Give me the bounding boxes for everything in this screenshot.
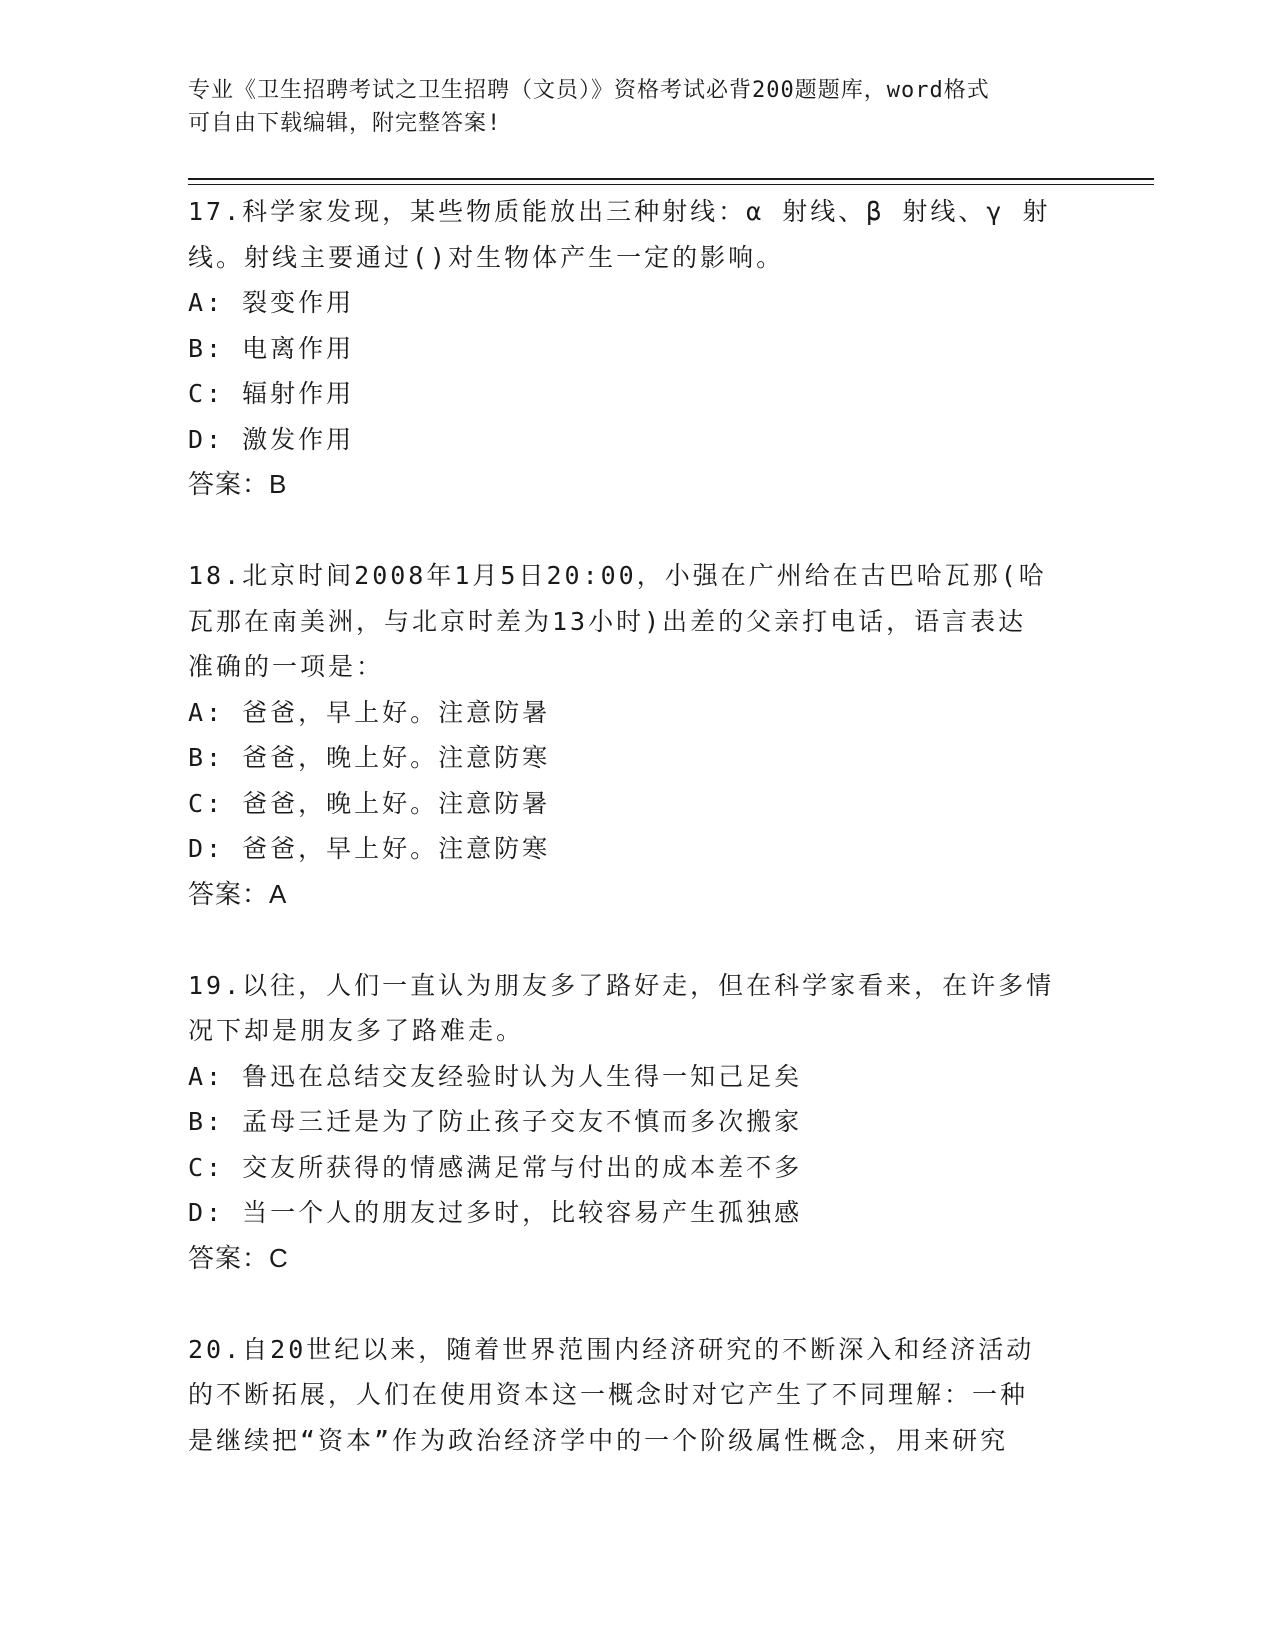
option-d: D: 当一个人的朋友过多时，比较容易产生孤独感 — [188, 1198, 803, 1227]
question-stem-line: 线。射线主要通过()对生物体产生一定的影响。 — [188, 242, 785, 272]
option-b: B: 爸爸，晚上好。注意防寒 — [188, 743, 551, 772]
question-list — [188, 189, 1088, 1463]
option-d: D: 爸爸，早上好。注意防寒 — [188, 834, 551, 863]
header-rule-thick — [188, 178, 1154, 180]
header-rule-thin — [188, 184, 1154, 185]
question-stem-line: 17.科学家发现，某些物质能放出三种射线：α 射线、β 射线、γ 射 — [188, 197, 1051, 226]
question-stem-line: 准确的一项是： — [188, 652, 385, 681]
option-a: A: 裂变作用 — [188, 288, 355, 317]
question-stem-line: 19.以往，人们一直认为朋友多了路好走，但在科学家看来，在许多情 — [188, 970, 1055, 1000]
answer-line: 答案：A — [188, 878, 288, 909]
answer-line: 答案：B — [188, 469, 288, 499]
question-17 — [188, 189, 1088, 508]
option-c: C: 爸爸，晚上好。注意防暑 — [188, 788, 551, 818]
option-c: C: 辐射作用 — [188, 379, 355, 408]
question-stem-line: 的不断拓展，人们在使用资本这一概念时对它产生了不同理解：一种 — [188, 1380, 1029, 1409]
option-b: B: 电离作用 — [188, 333, 355, 363]
question-gap — [188, 508, 1088, 554]
question-stem-line: 18.北京时间2008年1月5日20:00，小强在广州给在古巴哈瓦那(哈 — [188, 561, 1047, 590]
question-gap — [188, 1281, 1088, 1327]
header-line-1: 专业《卫生招聘考试之卫生招聘（文员）》资格考试必背200题题库，word格式 — [188, 78, 990, 103]
question-stem-line: 况下却是朋友多了路难走。 — [188, 1016, 525, 1045]
option-c: C: 交友所获得的情感满足常与付出的成本差不多 — [188, 1152, 803, 1182]
option-a: A: 爸爸，早上好。注意防暑 — [188, 697, 551, 727]
header-line-2: 可自由下载编辑，附完整答案! — [188, 111, 502, 136]
question-18 — [188, 553, 1088, 917]
document-header — [188, 74, 1068, 140]
question-19 — [188, 963, 1088, 1282]
question-stem-line: 20.自20世纪以来，随着世界范围内经济研究的不断深入和经济活动 — [188, 1334, 1035, 1364]
option-d: D: 激发作用 — [188, 424, 355, 454]
option-b: B: 孟母三迁是为了防止孩子交友不慎而多次搬家 — [188, 1107, 803, 1136]
question-stem-line: 瓦那在南美洲，与北京时差为13小时)出差的父亲打电话，语言表达 — [188, 606, 1027, 636]
question-20 — [188, 1327, 1088, 1464]
question-stem-line: 是继续把“资本”作为政治经济学中的一个阶级属性概念，用来研究 — [188, 1425, 1009, 1455]
answer-line: 答案：C — [188, 1242, 289, 1273]
question-gap — [188, 917, 1088, 963]
option-a: A: 鲁迅在总结交友经验时认为人生得一知己足矣 — [188, 1061, 803, 1091]
